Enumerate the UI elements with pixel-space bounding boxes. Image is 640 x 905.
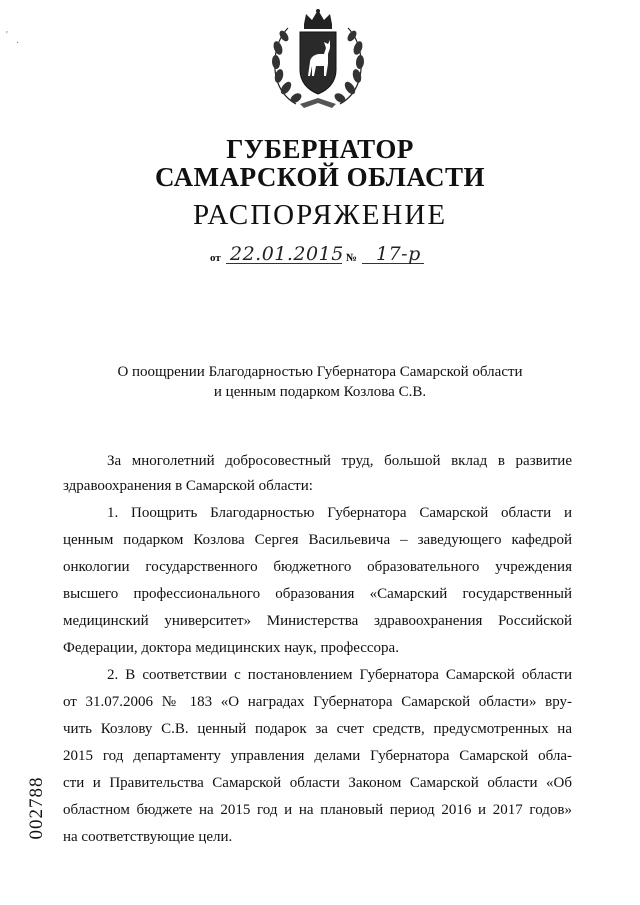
body-line: 1. Поощрить Благодарностью Губернатора Самарской области и — [107, 505, 572, 521]
body-line: на соответствующие цели. — [63, 829, 233, 845]
number-label: № — [346, 252, 358, 264]
body-line: онкологии государственного бюджетного образовательного учреждения — [63, 559, 572, 575]
date-number-line — [210, 244, 430, 268]
body-line: областном бюджете на 2015 год и на плановый период 2016 и 2017 годов» — [63, 802, 572, 818]
registration-stamp — [22, 770, 52, 845]
document-type: РАСПОРЯЖЕНИЕ — [192, 199, 448, 231]
body-line: сти и Правительства Самарской области Законом Самарской области «Об — [63, 775, 572, 791]
body-line: За многолетний добросовестный труд, большой вклад в развитие — [107, 453, 572, 469]
document-number: 17-р — [376, 243, 421, 265]
body-line: ценным подарком Козлова Сергея Васильевича – заведующего кафедрой — [63, 532, 572, 548]
body-line: чить Козлову С.В. ценный подарок за счет средств, предусмотренных на — [63, 721, 572, 737]
governor-title: ГУБЕРНАТОР — [226, 134, 414, 164]
scan-mark: · — [16, 38, 20, 49]
body-line: здравоохранения в Самарской области: — [63, 478, 313, 494]
scan-mark: ' — [6, 30, 8, 41]
registration-number: 002788 — [26, 776, 47, 839]
document-date: 22.01.2015 — [230, 243, 344, 265]
body-line: высшего профессионального образования «Самарский государственный — [63, 586, 572, 602]
date-prefix-label: от — [210, 252, 221, 264]
body-line: медицинский университет» Министерства здравоохранения Российской — [63, 613, 572, 629]
samara-coat-of-arms-icon — [266, 8, 370, 112]
body-line: 2015 год департаменту управления делами Губернатора Самарской обла- — [63, 748, 572, 764]
body-line: от 31.07.2006 № 183 «О наградах Губернатора Самарской области» вру- — [63, 694, 572, 710]
body-line: Федерации, доктора медицинских наук, профессора. — [63, 640, 399, 656]
region-title: САМАРСКОЙ ОБЛАСТИ — [154, 162, 486, 192]
subject-line: и ценным подарком Козлова С.В. — [213, 384, 427, 400]
subject-line: О поощрении Благодарностью Губернатора Самарской области — [117, 364, 523, 380]
body-line: 2. В соответствии с постановлением Губернатора Самарской области — [107, 667, 572, 683]
